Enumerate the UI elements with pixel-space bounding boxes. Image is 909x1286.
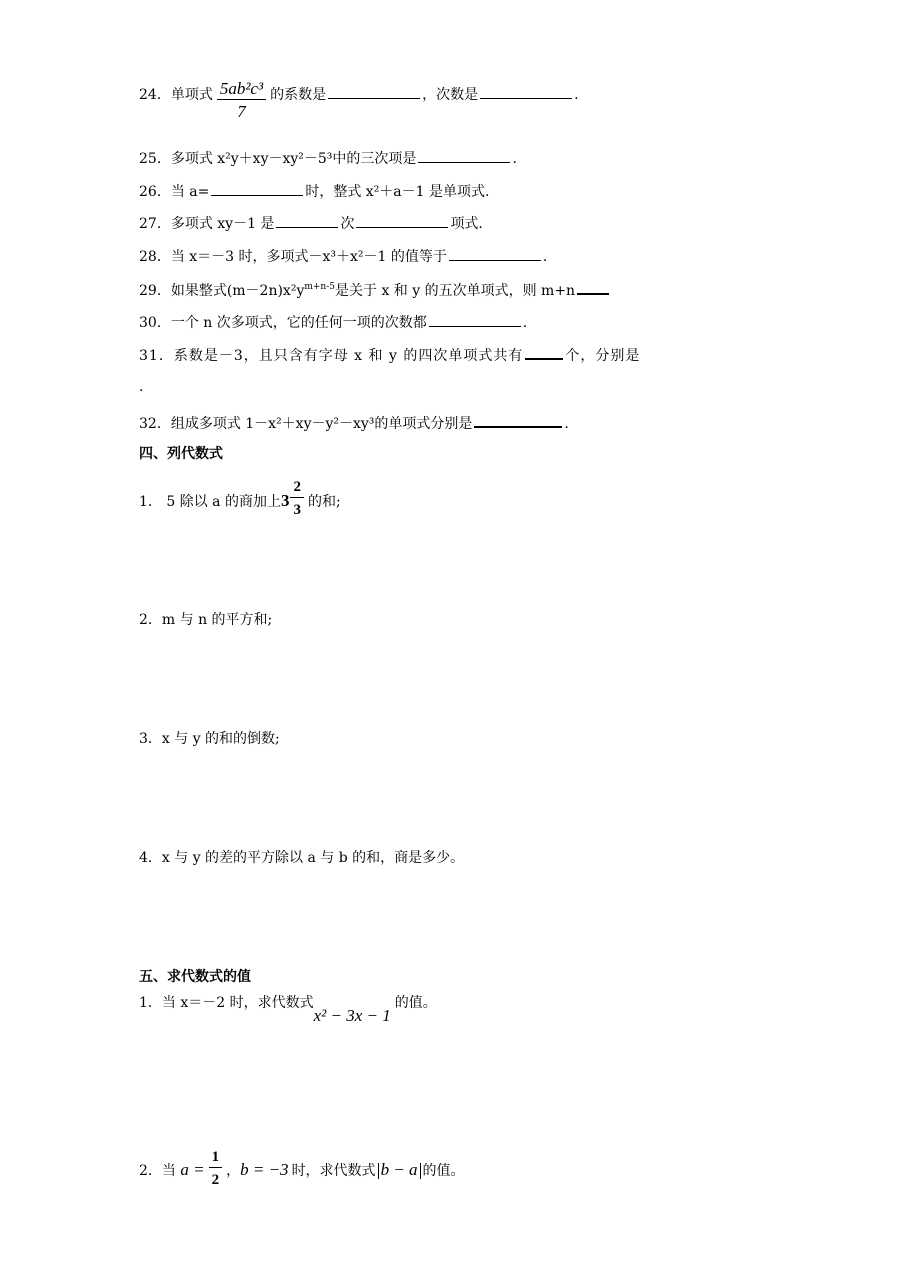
q24-frac-den: 7 [237,102,246,121]
q29-exponent: m+n-5 [304,282,335,292]
q28-blank[interactable] [449,246,541,261]
q26-post: 时，整式 x²＋a－1 是单项式. [305,184,490,200]
q26-pre: 26．当 a= [139,184,210,200]
s5-question-1 [139,993,437,1025]
s4-question-3: 3．x 与 y 的和的倒数; [139,731,280,747]
q24-sep: ，次数是 [422,87,479,103]
question-30 [139,312,527,332]
s5q2-post: 的值。 [422,1163,465,1179]
q25-end: . [512,151,517,167]
s4-question-1 [139,478,341,519]
s5q2-a-lhs: a = [180,1160,205,1179]
s4-question-2: 2．m 与 n 的平方和; [139,612,273,628]
s5q2-pre: 2．当 [139,1163,176,1179]
s5q1-post: 的值。 [394,995,437,1011]
s5q2-a-den: 2 [211,1172,220,1188]
s5q2-a-num: 1 [209,1148,223,1168]
q32-pre: 32．组成多项式 1－x²＋xy－y²－xy³的单项式分别是 [139,416,473,432]
q32-blank[interactable] [474,412,562,428]
q29-post: 是关于 x 和 y 的五次单项式，则 m+n [335,283,576,299]
q31-mid: 个，分别是 [565,348,641,364]
q24-blank-1[interactable] [328,84,420,99]
abs-bar-left [378,1163,379,1179]
q30-pre: 30．一个 n 次多项式，它的任何一项的次数都 [139,315,427,331]
q24-prefix: 单项式 [170,87,213,103]
s4q1-fraction [290,478,304,519]
q27-mid: 次 [340,216,355,232]
q31-continuation [139,378,143,396]
q28-pre: 28．当 x＝－3 时，多项式－x³＋x²－1 的值等于 [139,249,447,265]
s5q2-mid: 时，求代数式 [291,1163,376,1179]
s5q2-sep: ， [226,1163,241,1179]
question-29 [139,279,611,300]
q25-text: 25．多项式 x²y＋xy－xy²－5³中的三次项是 [139,151,417,167]
q25-blank[interactable] [418,148,510,163]
q31-blank[interactable] [525,344,563,360]
s4-question-4: 4．x 与 y 的差的平方除以 a 与 b 的和，商是多少。 [139,850,465,866]
question-27 [139,213,483,233]
s5q2-b-expr: b = −3 [240,1160,289,1179]
q29-blank[interactable] [577,279,609,295]
s5-question-2 [139,1148,465,1189]
question-25 [139,148,517,168]
s4q1-post: 的和; [307,494,341,510]
q29-pre: 29．如果整式(m－2n)x²y [139,283,305,299]
q28-end: . [542,249,548,265]
q24-frac-num: 5ab²c³ [217,80,266,100]
question-26 [139,181,489,201]
q27-pre: 27．多项式 xy－1 是 [139,216,275,232]
q24-number: 24． [139,87,171,103]
q26-blank[interactable] [211,181,303,196]
question-28 [139,246,547,266]
question-31 [139,344,640,365]
s4q1-whole: 3 [280,491,290,510]
q27-blank-2[interactable] [356,213,448,228]
q24-blank-2[interactable] [480,84,572,99]
q27-blank-1[interactable] [276,213,338,228]
q31-pre: 31．系数是－3，且只含有字母 x 和 y 的四次单项式共有 [139,348,524,364]
q31-dot: . [139,379,144,395]
s5q1-expression: x² − 3x − 1 [313,1006,391,1025]
q24-mid: 的系数是 [270,87,327,103]
q27-post: 项式. [450,216,483,232]
section-5-heading: 五、求代数式的值 [139,969,251,985]
q24-fraction [217,80,266,121]
s5q2-a-fraction [209,1148,223,1189]
s4q1-pre: 1． 5 除以 a 的商加上 [139,494,281,510]
question-32 [139,412,569,433]
s4q1-frac-den: 3 [293,502,301,518]
s5q1-pre: 1．当 x＝－2 时，求代数式 [139,995,314,1011]
s4q1-frac-num: 2 [290,478,304,498]
q30-end: . [522,315,528,331]
s5q2-abs-expr: b − a [380,1160,418,1179]
section-4-heading: 四、列代数式 [139,446,223,462]
abs-bar-right [420,1163,421,1179]
q30-blank[interactable] [429,312,521,327]
q32-end: . [564,416,569,432]
question-24 [139,80,579,121]
q24-end: . [574,87,579,103]
